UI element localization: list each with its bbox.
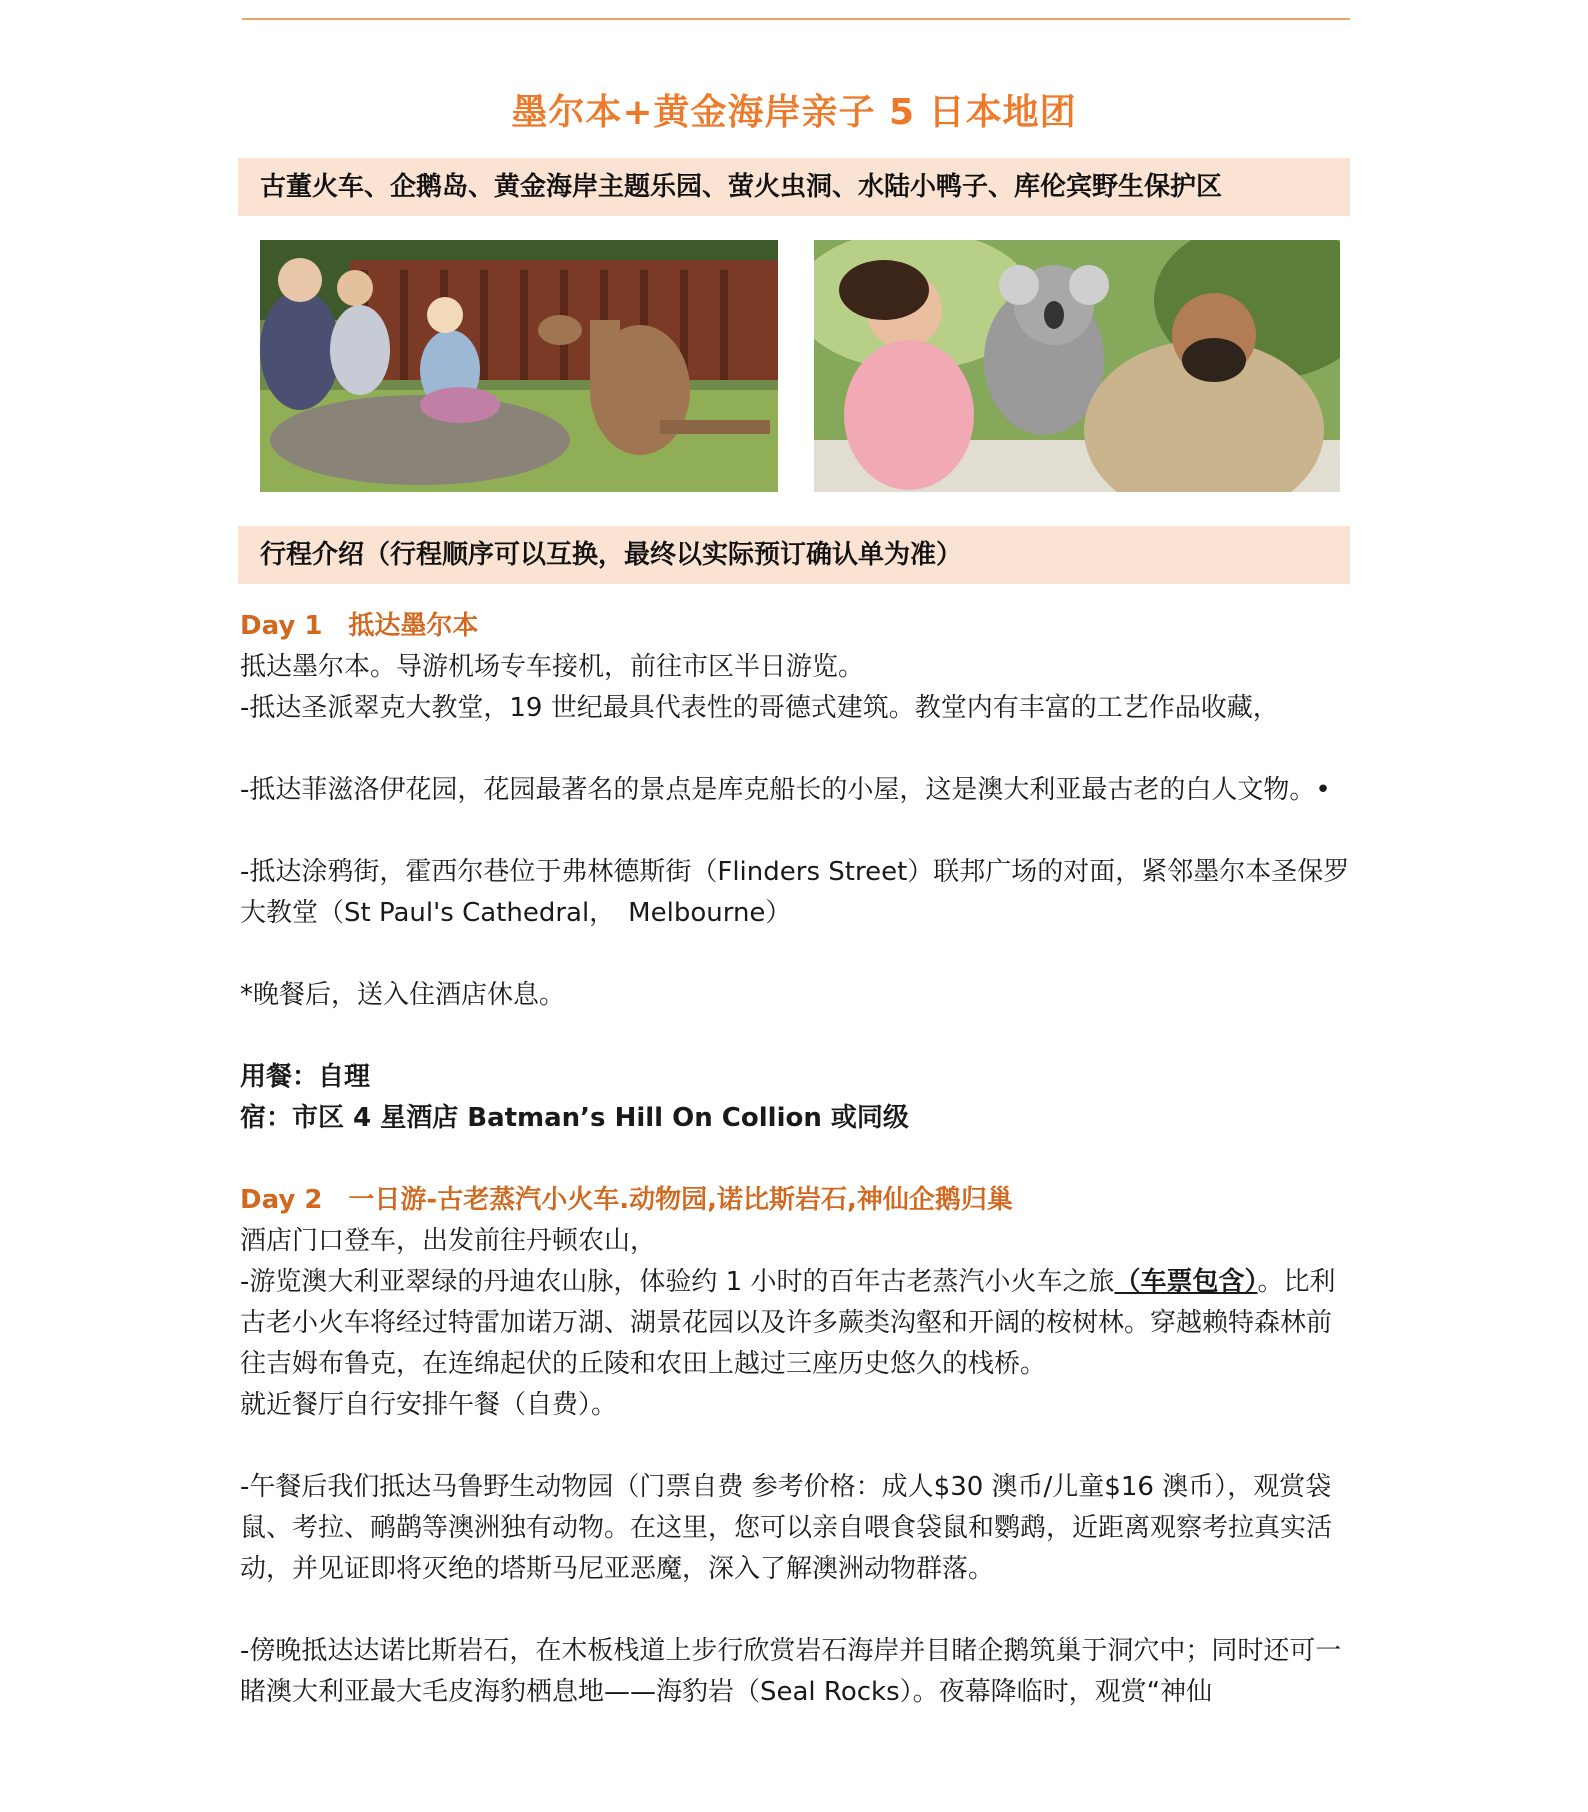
day1-hotel: 宿：市区 4 星酒店 Batman’s Hill On Collion 或同级 bbox=[240, 1103, 909, 1133]
day1-heading: Day 1 抵达墨尔本 bbox=[240, 611, 479, 641]
koala-girl-photo bbox=[814, 240, 1340, 492]
day2-line: 就近餐厅自行安排午餐（自费）。 bbox=[240, 1390, 618, 1420]
day1-line: -抵达涂鸦街，霍西尔巷位于弗林德斯街（Flinders Street）联邦广场的对面，紧邻墨尔本圣保罗大教堂（St Paul's Cathedral， Melbourne） bbox=[240, 857, 1350, 928]
day2-text: -游览澳大利亚翠绿的丹迪农山脉，体验约 1 小时的百年古老蒸汽小火车之旅 bbox=[240, 1267, 1115, 1297]
ticket-included-note: （车票包含） bbox=[1114, 1267, 1258, 1297]
itinerary-body bbox=[240, 606, 1356, 1713]
page-title: 墨尔本+黄金海岸亲子 5 日本地团 bbox=[511, 92, 1077, 133]
top-divider bbox=[242, 18, 1350, 20]
itinerary-banner: 行程介绍（行程顺序可以互换，最终以实际预订确认单为准） bbox=[238, 526, 1350, 584]
day2-text: 。比利古老小火车将经过特雷加诺万湖、湖景花园以及许多蕨类沟壑和开阔的桉树林。穿越赖特森林前往吉姆布鲁克，在连绵起伏的丘陵和农田上越过三座历史悠久的栈桥。 bbox=[240, 1267, 1336, 1379]
day2-line bbox=[240, 1262, 1356, 1385]
day2-line: 酒店门口登车，出发前往丹顿农山， bbox=[240, 1226, 657, 1256]
day1-line: 抵达墨尔本。导游机场专车接机，前往市区半日游览。 bbox=[240, 652, 865, 682]
highlights-banner: 古董火车、企鹅岛、黄金海岸主题乐园、萤火虫洞、水陆小鸭子、库伦宾野生保护区 bbox=[238, 158, 1350, 216]
day2-line: -傍晚抵达达诺比斯岩石，在木板栈道上步行欣赏岩石海岸并目睹企鹅筑巢于洞穴中；同时还可一睹澳大利亚最大毛皮海豹栖息地——海豹岩（Seal Rocks）。夜幕降临时，观赏“神仙 bbox=[240, 1636, 1342, 1707]
day1-line: -抵达圣派翠克大教堂，19 世纪最具代表性的哥德式建筑。教堂内有丰富的工艺作品收藏， bbox=[240, 693, 1279, 723]
day1-line: *晚餐后，送入住酒店休息。 bbox=[240, 980, 566, 1010]
day1-meal: 用餐：自理 bbox=[240, 1062, 371, 1092]
day1-line: -抵达菲滋洛伊花园，花园最著名的景点是库克船长的小屋，这是澳大利亚最古老的白人文物。• bbox=[240, 775, 1331, 805]
day2-heading: Day 2 一日游-古老蒸汽小火车.动物园,诺比斯岩石,神仙企鹅归巢 bbox=[240, 1185, 1013, 1215]
day2-line: -午餐后我们抵达马鲁野生动物园（门票自费 参考价格：成人$30 澳币/儿童$16 澳币），观赏袋鼠、考拉、鸸鹋等澳洲独有动物。在这里，您可以亲自喂食袋鼠和鹦鹉，近距离观察考拉真实活动，并见证即将灭绝的塔斯马尼亚恶魔，深入了解澳洲动物群落。 bbox=[240, 1472, 1333, 1584]
kangaroo-family-photo bbox=[260, 240, 778, 492]
